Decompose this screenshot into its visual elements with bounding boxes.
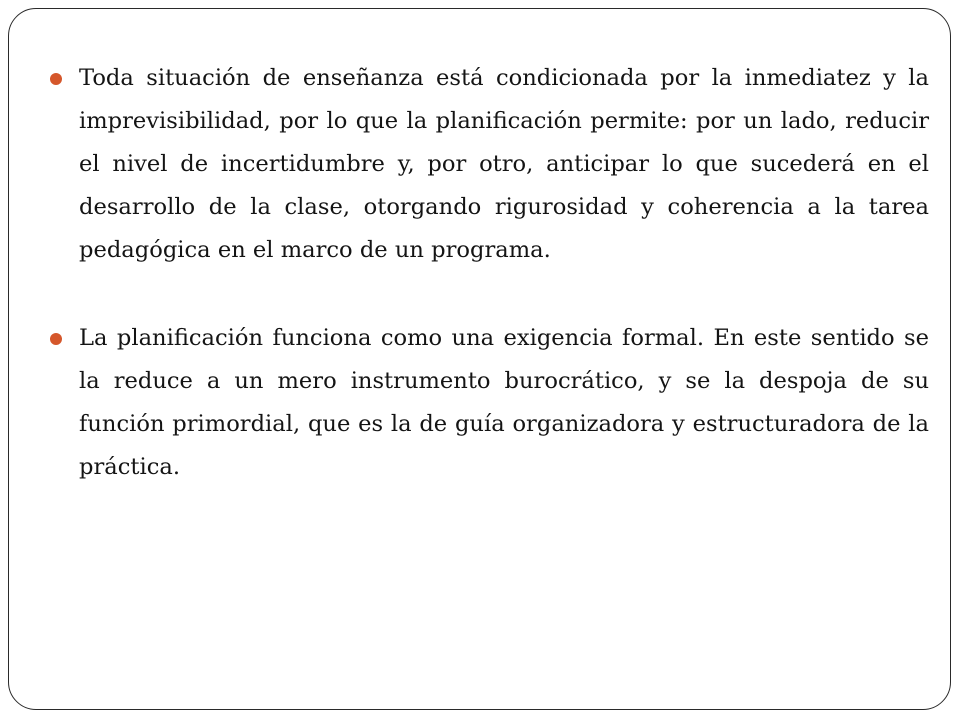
- bullet-text: La planificación funciona como una exigencia formal. En este sentido se la reduce a un mero instrumento burocrático, y se la despoja de su función primordial, que es la de guía organizadora y estructuradora de la práctica.: [79, 325, 929, 480]
- bullet-list: [49, 57, 929, 489]
- bullet-item-planificacion-formal: [49, 317, 929, 489]
- slide-frame: [8, 8, 951, 710]
- bullet-item-situacion-ensenanza: [49, 57, 929, 272]
- bullet-dot-icon: [50, 73, 62, 85]
- bullet-text: Toda situación de enseñanza está condicionada por la inmediatez y la imprevisibilidad, por lo que la planificación permite: por un lado, reducir el nivel de incertidumbre y, por otro, anticipar lo que sucederá en el desarrollo de la clase, otorgando rigurosidad y coherencia a la tarea pedagógica en el marco de un programa.: [79, 65, 929, 263]
- bullet-dot-icon: [50, 333, 62, 345]
